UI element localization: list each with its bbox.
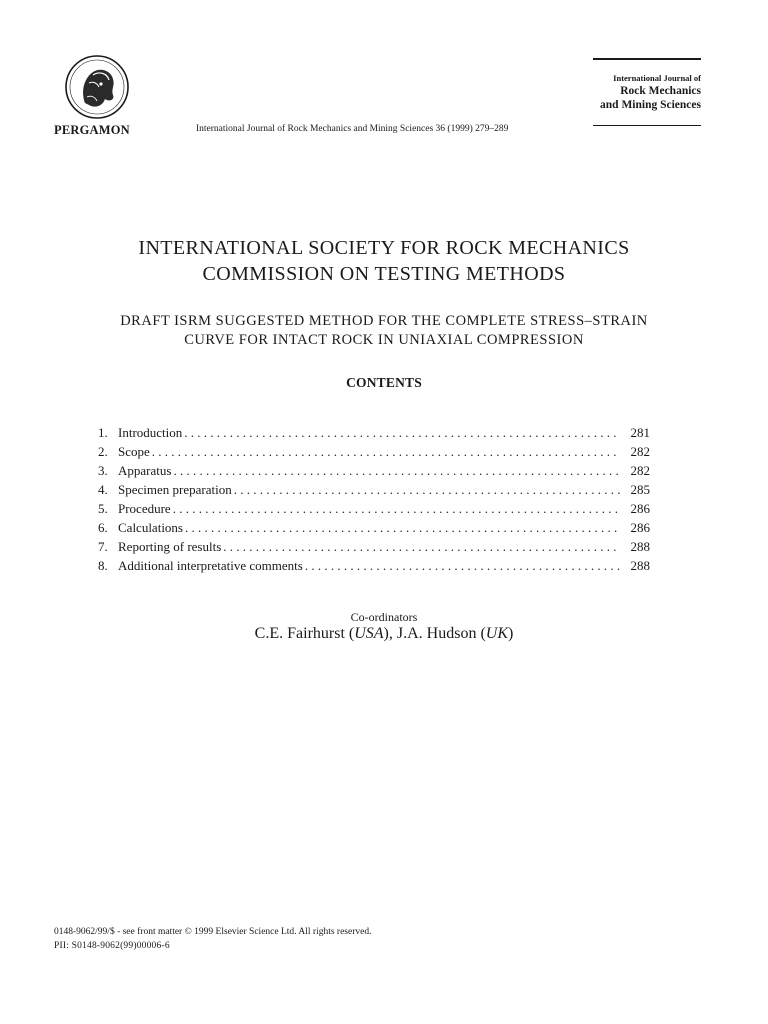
document-subtitle [0,312,768,350]
journal-box-line1: International Journal of [613,73,701,83]
toc-number: 5. [98,501,108,516]
pii-identifier: PII: S0148-9062(99)00006-6 [54,941,170,951]
journal-reference: International Journal of Rock Mechanics and Mining Sciences 36 (1999) 279–289 [196,124,509,134]
toc-page: 282 [630,463,650,478]
coordinator-1-country: USA [354,625,384,642]
toc-title: Scope [118,444,150,459]
toc-title: Additional interpretative comments [118,558,303,573]
toc-leader [185,520,620,536]
toc-number: 6. [98,520,108,535]
toc-leader [223,539,620,555]
toc-entry[interactable] [98,444,650,463]
toc-entry[interactable] [98,520,650,539]
toc-number: 7. [98,539,108,554]
toc-page: 281 [630,425,650,440]
toc-entry[interactable] [98,501,650,520]
toc-leader [173,463,620,479]
toc-title: Reporting of results [118,539,222,554]
contents-heading: CONTENTS [346,375,422,390]
journal-box-bottom-rule [593,125,701,126]
toc-entry[interactable] [98,558,650,577]
toc-title: Specimen preparation [118,482,232,497]
toc-number: 1. [98,425,108,440]
toc-title: Procedure [118,501,171,516]
toc-page: 282 [630,444,650,459]
toc-page: 288 [630,558,650,573]
journal-box-line2: Rock Mechanics [620,85,701,97]
coordinators-label: Co-ordinators [350,610,418,624]
toc-entry[interactable] [98,482,650,501]
pergamon-logo [63,53,131,121]
toc-page: 286 [630,501,650,516]
journal-box-top-rule [593,58,701,60]
toc-leader [234,482,620,498]
toc-entry[interactable] [98,425,650,444]
toc-page: 285 [630,482,650,497]
document-title [0,235,768,287]
subtitle-line2: CURVE FOR INTACT ROCK IN UNIAXIAL COMPRESSION [184,332,584,348]
title-line2: COMMISSION ON TESTING METHODS [202,263,566,285]
title-line1: INTERNATIONAL SOCIETY FOR ROCK MECHANICS [138,237,630,259]
toc-page: 288 [630,539,650,554]
toc-leader [152,444,620,460]
journal-box [560,72,701,112]
toc-entry[interactable] [98,539,650,558]
toc-title: Apparatus [118,463,172,478]
toc-number: 3. [98,463,108,478]
toc-leader [184,425,620,441]
copyright-notice: 0148-9062/99/$ - see front matter © 1999 Elsevier Science Ltd. All rights reserved. [54,927,372,937]
publisher-name: PERGAMON [54,123,130,137]
coordinators-names: C.E. Fairhurst (USA), J.A. Hudson (UK) [254,625,514,642]
journal-box-line3: and Mining Sciences [600,99,701,111]
coordinator-1-name: C.E. Fairhurst [254,625,345,642]
toc-page: 286 [630,520,650,535]
coordinator-2-name: J.A. Hudson [396,625,477,642]
toc-number: 8. [98,558,108,573]
toc-number: 4. [98,482,108,497]
toc-leader [173,501,620,517]
toc-title: Introduction [118,425,183,440]
toc-leader [305,558,620,574]
toc-title: Calculations [118,520,183,535]
coordinator-2-country: UK [485,625,508,642]
toc-number: 2. [98,444,108,459]
toc-entry[interactable] [98,463,650,482]
table-of-contents [98,425,650,577]
subtitle-line1: DRAFT ISRM SUGGESTED METHOD FOR THE COMPLETE STRESS–STRAIN [120,313,648,329]
